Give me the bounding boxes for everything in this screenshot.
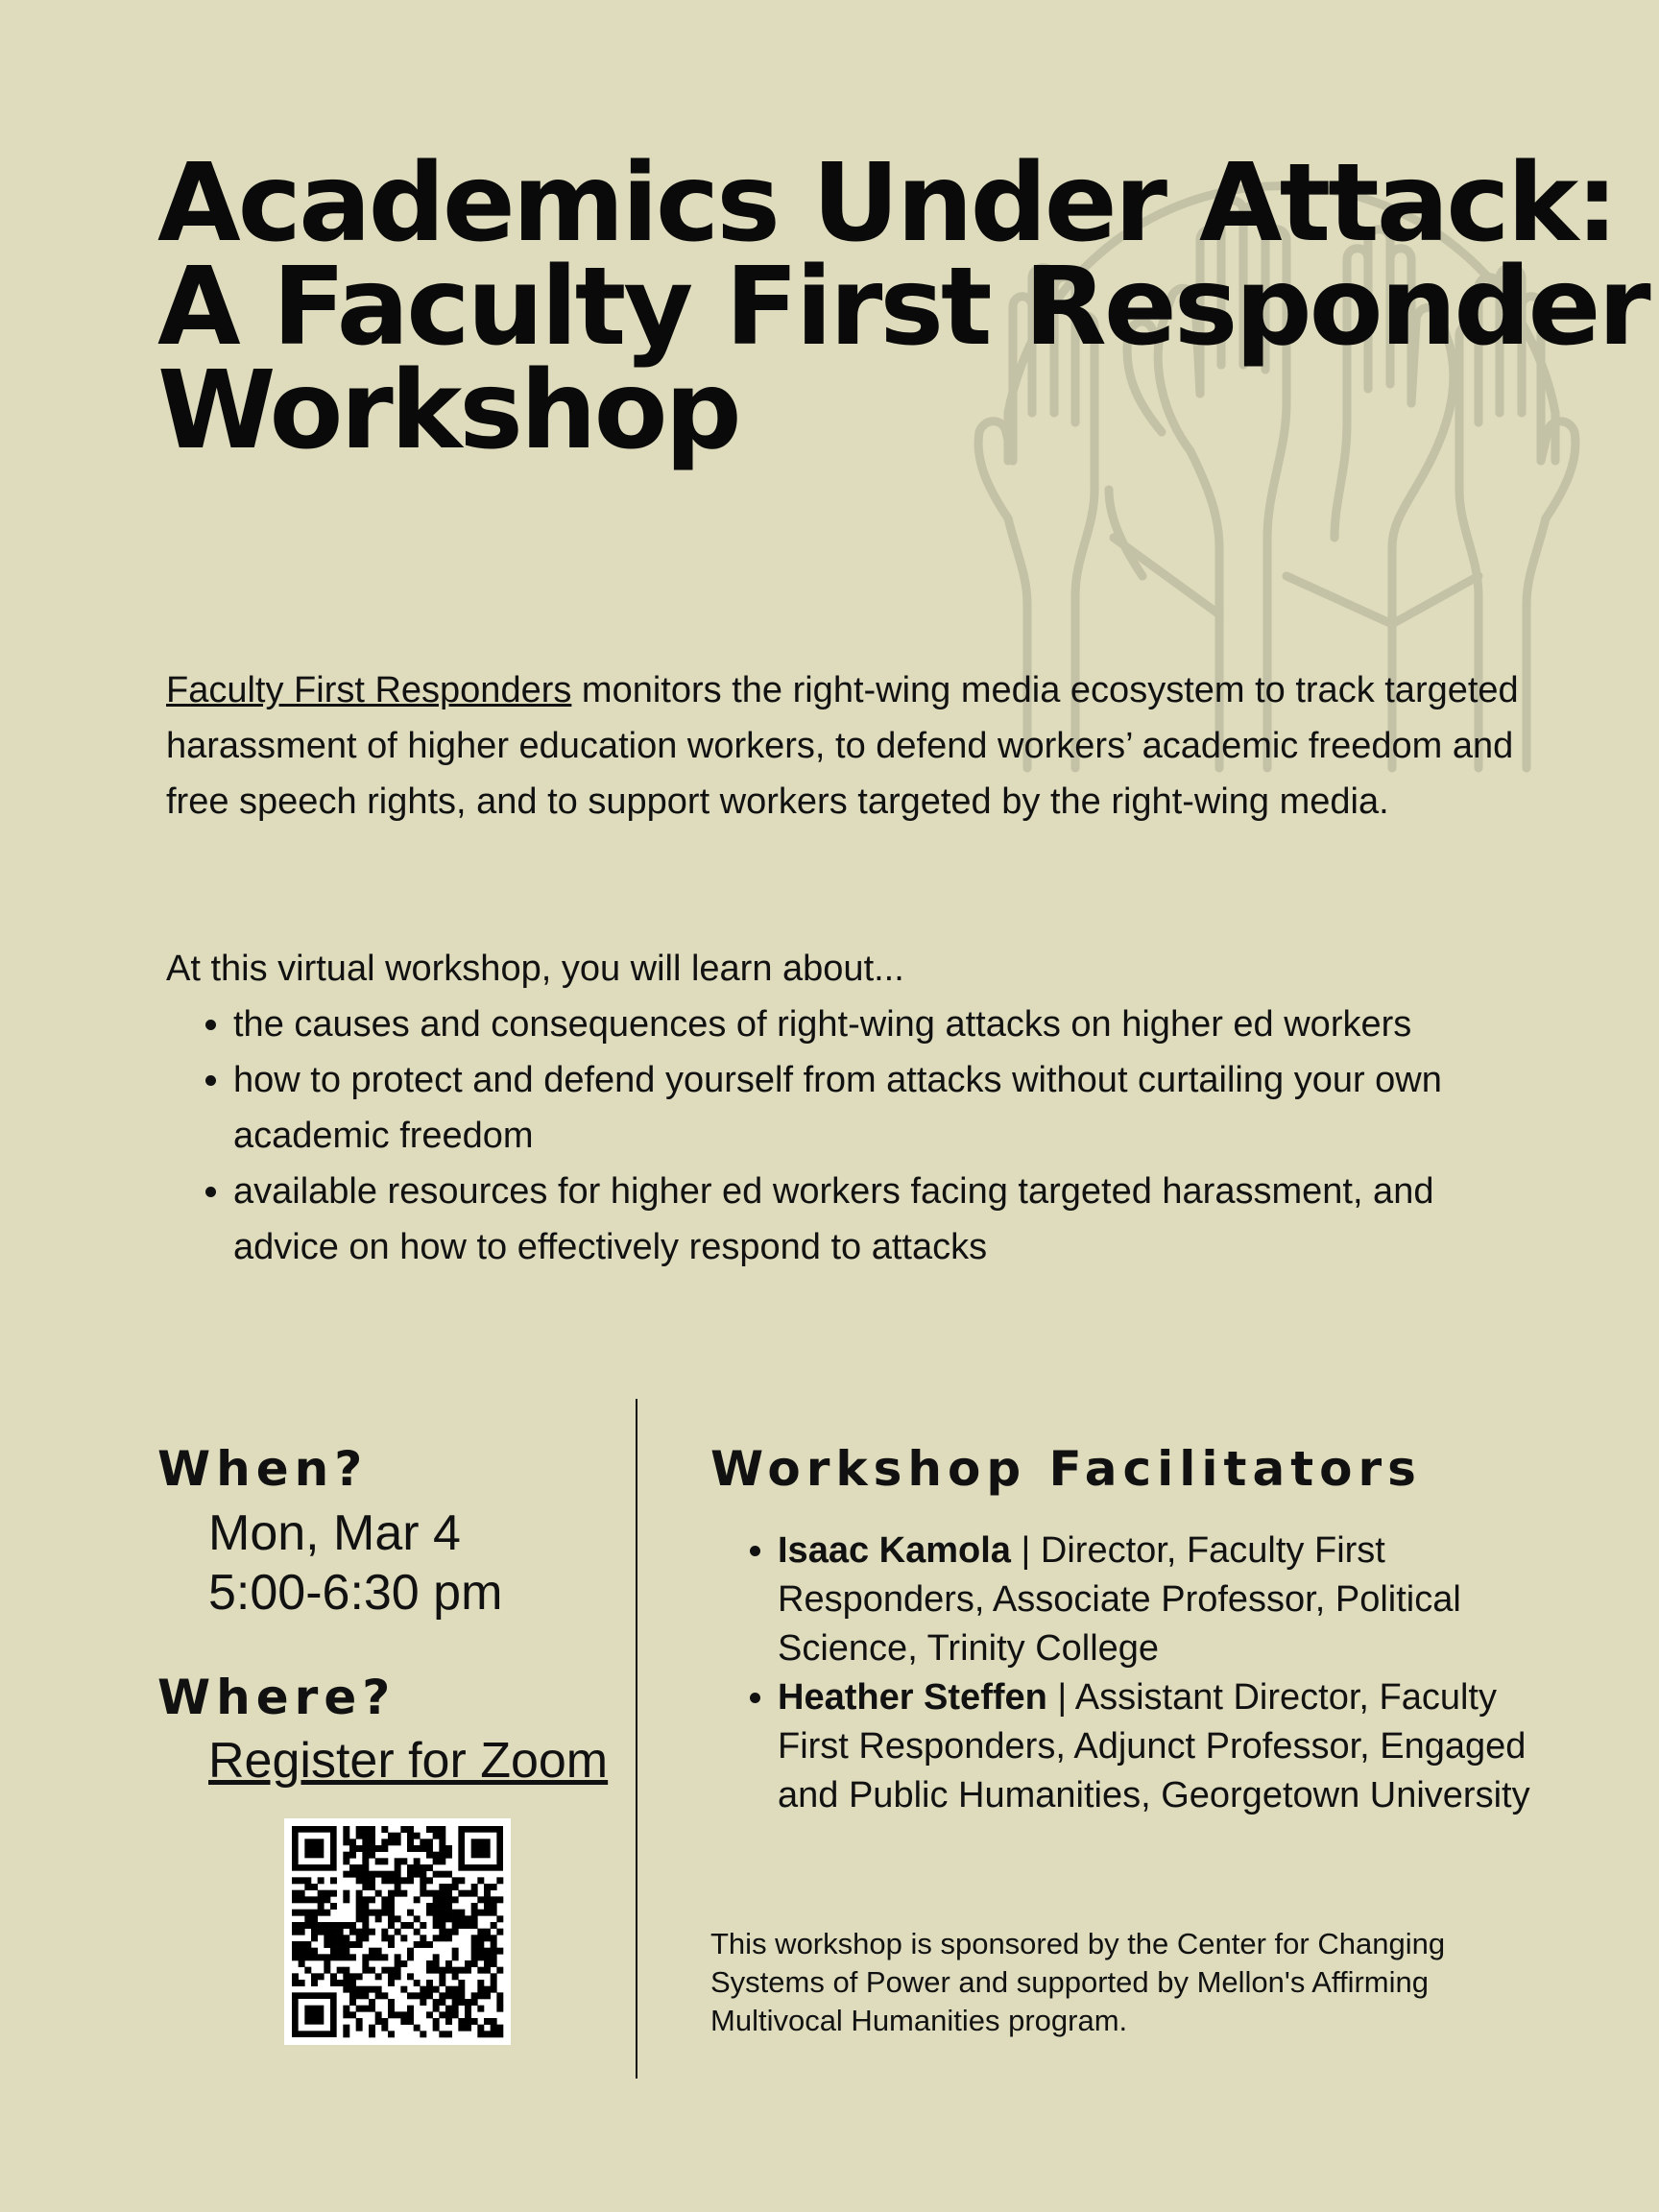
where-heading: Where?	[157, 1670, 397, 1725]
register-zoom-link[interactable]: Register for Zoom	[208, 1733, 609, 1789]
faculty-first-responders-link[interactable]: Faculty First Responders	[166, 670, 572, 710]
list-item	[778, 1673, 1555, 1820]
learn-list	[166, 997, 1529, 1275]
event-time: 5:00-6:30 pm	[208, 1565, 503, 1621]
title-line-1: Academics Under Attack:	[157, 141, 1616, 266]
facilitator-name: Isaac Kamola	[778, 1530, 1011, 1571]
event-date: Mon, Mar 4	[208, 1505, 461, 1561]
intro-text: monitors the right-wing media ecosystem to track targeted harassment of higher education workers, to defend workers’ academic freedom and free speech rights, and to support workers targeted by the right-wing media.	[166, 670, 1519, 822]
intro-paragraph	[166, 662, 1549, 830]
facilitator-name: Heather Steffen	[778, 1677, 1047, 1718]
page-title	[157, 141, 1648, 473]
when-heading: When?	[157, 1441, 369, 1497]
sponsor-note: This workshop is sponsored by the Center for Changing Systems of Power and supported by Mellon's Affirming Multivocal Humanities program.	[710, 1927, 1446, 2037]
title-line-2: A Faculty First Responder	[157, 245, 1648, 370]
learn-intro: At this virtual workshop, you will learn about...	[166, 949, 904, 989]
qr-code-icon[interactable]	[284, 1818, 511, 2045]
facilitator-desc: | Assistant Director, Faculty First Responders, Adjunct Professor, Engaged and Public Humanities, Georgetown University	[778, 1677, 1530, 1815]
list-item: • available resources for higher ed workers facing targeted harassment, and advice on how to effectively respond to attacks	[233, 1164, 1529, 1275]
title-line-3: Workshop	[157, 349, 739, 473]
facilitators-heading: Workshop Facilitators	[710, 1441, 1422, 1497]
list-item: • the causes and consequences of right-wing attacks on higher ed workers	[233, 997, 1529, 1052]
facilitators-list	[710, 1527, 1555, 1820]
column-divider	[636, 1399, 637, 2079]
list-item: • how to protect and defend yourself from attacks without curtailing your own academic freedom	[233, 1052, 1529, 1164]
facilitator-desc: | Director, Faculty First Responders, Associate Professor, Political Science, Trinity College	[778, 1530, 1461, 1669]
list-item	[778, 1527, 1555, 1673]
